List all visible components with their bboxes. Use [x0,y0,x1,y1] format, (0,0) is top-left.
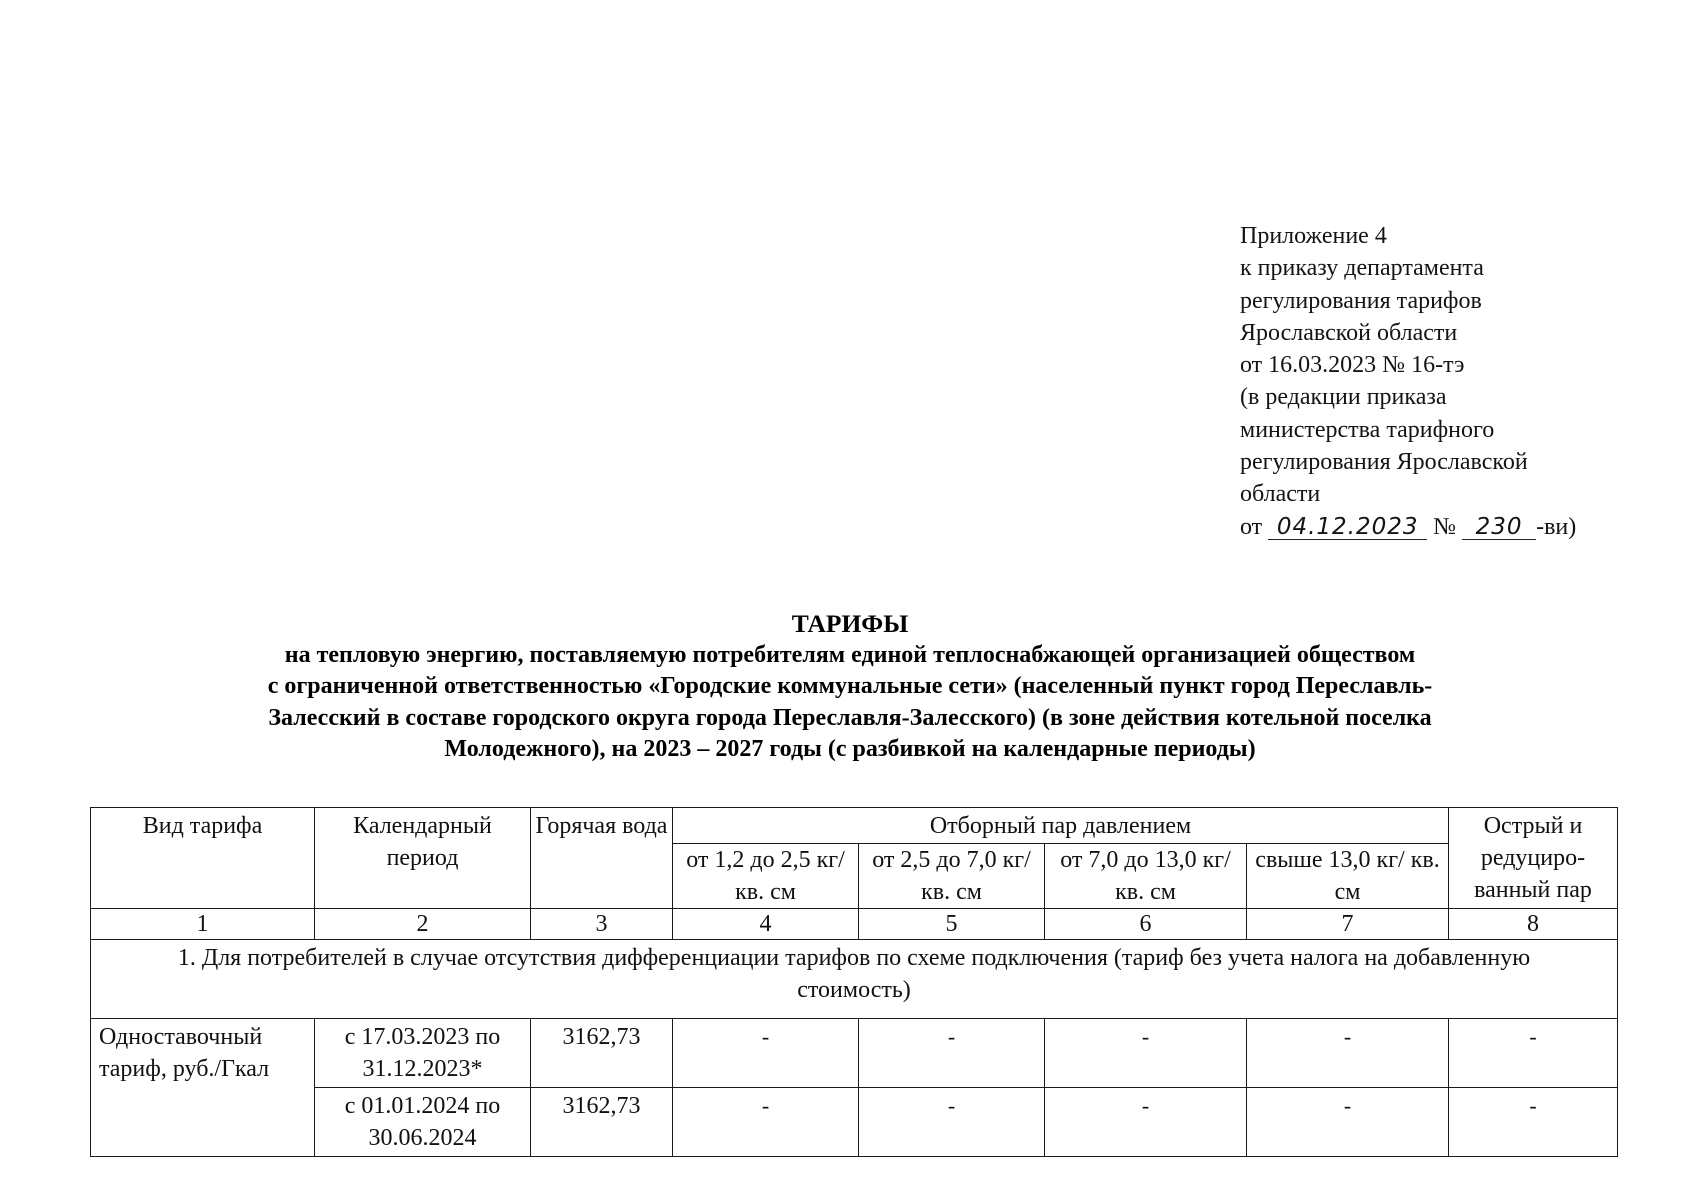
header-steam-2: от 2,5 до 7,0 кг/ кв. см [859,844,1045,909]
column-number: 2 [315,909,531,940]
header-steam-1: от 1,2 до 2,5 кг/ кв. см [673,844,859,909]
appendix-line: министерства тарифного [1240,416,1495,443]
appendix-line: Ярославской области [1240,319,1458,346]
appendix-from-word: от [1240,513,1263,540]
appendix-line: регулирования Ярославской [1240,449,1528,476]
appendix-line: регулирования тарифов [1240,287,1482,314]
appendix-line: к приказу департамента [1240,255,1484,282]
heading-line: на тепловую энергию, поставляемую потребителям единой теплоснабжающей организацией обществом [284,641,1416,668]
appendix-block [1240,220,1576,543]
tariffs-table [90,807,1618,1157]
heading-line: Молодежного), на 2023 – 2027 годы (с разбивкой на календарные периоды) [444,736,1256,762]
header-sharp-steam: Острый и редуциро-ванный пар [1449,808,1618,909]
appendix-line: Приложение 4 [1240,223,1387,249]
document-heading [150,608,1550,766]
table-row [91,1088,1618,1157]
handwritten-number: 230 [1462,515,1536,540]
column-number: 6 [1045,909,1247,940]
heading-line: с ограниченной ответственностью «Городские коммунальные сети» (населенный пункт город Переславль- [267,673,1433,699]
sharp-steam-cell: - [1449,1019,1618,1088]
column-number: 1 [91,909,315,940]
steam-cell: - [859,1088,1045,1157]
column-number: 7 [1247,909,1449,940]
appendix-line: области [1240,481,1321,508]
table-row [91,1019,1618,1088]
steam-cell: - [673,1088,859,1157]
heading-line: Залесский в составе городского округа города Переславля-Залесского) (в зоне действия котельной поселка [268,704,1432,731]
section-heading: 1. Для потребителей в случае отсутствия дифференциации тарифов по схеме подключения (тариф без учета налога на добавленную стоимость) [91,940,1618,1019]
steam-cell: - [859,1019,1045,1088]
header-steam-group: Отборный пар давлением [673,808,1449,844]
steam-cell: - [1045,1088,1247,1157]
header-tariff-type: Вид тарифа [91,808,315,909]
appendix-line: от 16.03.2023 № 16-тэ [1240,352,1465,379]
header-calendar-period: Календарный период [315,808,531,909]
hot-water-cell: 3162,73 [531,1019,673,1088]
steam-cell: - [1247,1019,1449,1088]
handwritten-date: 04.12.2023 [1268,515,1427,540]
number-sign: № [1433,513,1457,540]
period-cell: с 17.03.2023 по 31.12.2023* [315,1019,531,1088]
tariff-type-cell: Одноставочный тариф, руб./Гкал [91,1019,315,1157]
steam-cell: - [1045,1019,1247,1088]
order-suffix: -ви) [1536,513,1577,540]
column-numbers-row [91,909,1618,940]
column-number: 3 [531,909,673,940]
column-number: 4 [673,909,859,940]
document-title: ТАРИФЫ [791,609,909,638]
hot-water-cell: 3162,73 [531,1088,673,1157]
steam-cell: - [1247,1088,1449,1157]
header-hot-water: Горячая вода [531,808,673,909]
period-cell: с 01.01.2024 по 30.06.2024 [315,1088,531,1157]
column-number: 5 [859,909,1045,940]
section-row [91,940,1618,1019]
sharp-steam-cell: - [1449,1088,1618,1157]
header-steam-4: свыше 13,0 кг/ кв. см [1247,844,1449,909]
appendix-edition-line [1240,511,1576,543]
header-row [91,808,1618,844]
column-number: 8 [1449,909,1618,940]
header-steam-3: от 7,0 до 13,0 кг/ кв. см [1045,844,1247,909]
steam-cell: - [673,1019,859,1088]
appendix-line: (в редакции приказа [1240,384,1447,411]
